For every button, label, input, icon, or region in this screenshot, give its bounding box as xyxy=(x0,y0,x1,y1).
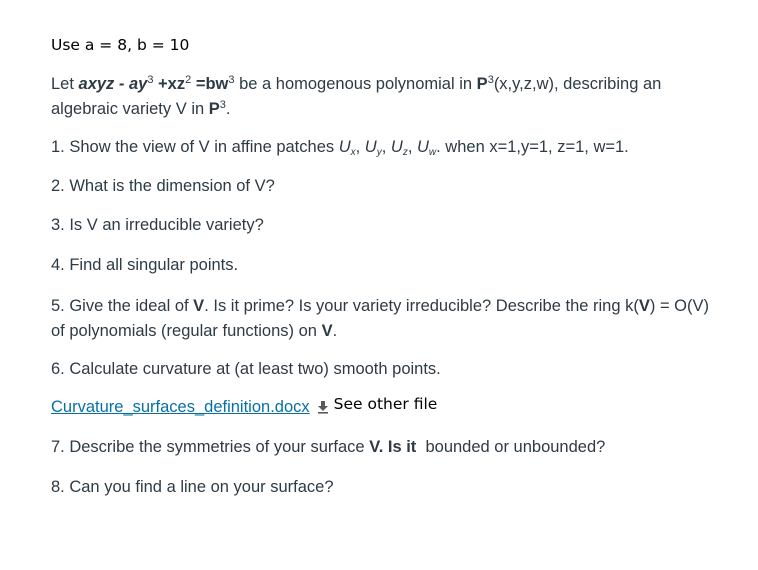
q1-sep-3: , xyxy=(407,138,417,156)
q7-bold-text: V. Is it xyxy=(369,438,417,456)
poly-exp-3a: 3 xyxy=(147,74,154,86)
question-7 xyxy=(51,438,605,457)
patch-sub-y: y xyxy=(376,147,382,158)
poly-exp-2: 2 xyxy=(185,74,192,86)
projective-space-P2: P xyxy=(208,100,220,118)
patch-sub-w: w xyxy=(428,147,437,158)
q5-variety-3: V xyxy=(321,322,333,340)
poly-term-b: +xz xyxy=(153,75,186,93)
question-4: 4. Find all singular points. xyxy=(51,256,239,274)
parameters-line: Use a = 8, b = 10 xyxy=(51,36,190,54)
see-other-file-note: See other file xyxy=(333,395,438,413)
patch-sub-z: z xyxy=(402,147,408,158)
q1-sep-2: , xyxy=(381,138,391,156)
q5-variety-1: V xyxy=(193,297,205,315)
question-6: 6. Calculate curvature at (at least two) smooth points. xyxy=(51,360,441,378)
patch-sub-x: x xyxy=(350,147,356,158)
q1-sep-1: , xyxy=(355,138,365,156)
question-5 xyxy=(51,294,711,344)
intro-vars: (x,y,z,w), describing an algebraic variety V in xyxy=(51,75,662,118)
q5-part-c: ) = O(V) of polynomials (regular functions) on xyxy=(51,297,709,340)
q1-start: 1. Show the view of V in affine patches xyxy=(51,138,339,156)
q7-part-a: 7. Describe the symmetries of your surface xyxy=(51,438,370,456)
question-8: 8. Can you find a line on your surface? xyxy=(51,478,334,496)
download-icon[interactable] xyxy=(316,400,330,414)
attachment-link[interactable]: Curvature_surfaces_definition.docx xyxy=(51,398,310,416)
intro-end: . xyxy=(225,100,231,118)
poly-exp-3b: 3 xyxy=(228,74,235,86)
patch-U-x: U xyxy=(338,138,351,156)
patch-U-z: U xyxy=(390,138,403,156)
projective-space-P: P xyxy=(476,75,488,93)
q5-part-d: . xyxy=(332,322,338,340)
projective-exp: 3 xyxy=(487,74,494,86)
intro-paragraph xyxy=(51,72,701,122)
q1-end: . when x=1,y=1, z=1, w=1. xyxy=(436,138,629,156)
q5-variety-2: V xyxy=(638,297,650,315)
attachment-row xyxy=(51,395,438,417)
q7-part-b: bounded or unbounded? xyxy=(416,438,606,456)
intro-mid: be a homogenous polynomial in xyxy=(234,75,477,93)
q5-part-a: 5. Give the ideal of xyxy=(51,297,194,315)
intro-let: Let xyxy=(51,75,79,93)
question-2: 2. What is the dimension of V? xyxy=(51,177,275,195)
question-1 xyxy=(51,138,629,157)
patch-U-y: U xyxy=(364,138,377,156)
poly-term-a: axyz - ay xyxy=(78,75,148,93)
question-3: 3. Is V an irreducible variety? xyxy=(51,216,264,234)
poly-term-c: =bw xyxy=(191,75,229,93)
q5-part-b: . Is it prime? Is your variety irreducible? Describe the ring k( xyxy=(204,297,639,315)
patch-U-w: U xyxy=(416,138,429,156)
projective-exp-2: 3 xyxy=(219,99,226,111)
